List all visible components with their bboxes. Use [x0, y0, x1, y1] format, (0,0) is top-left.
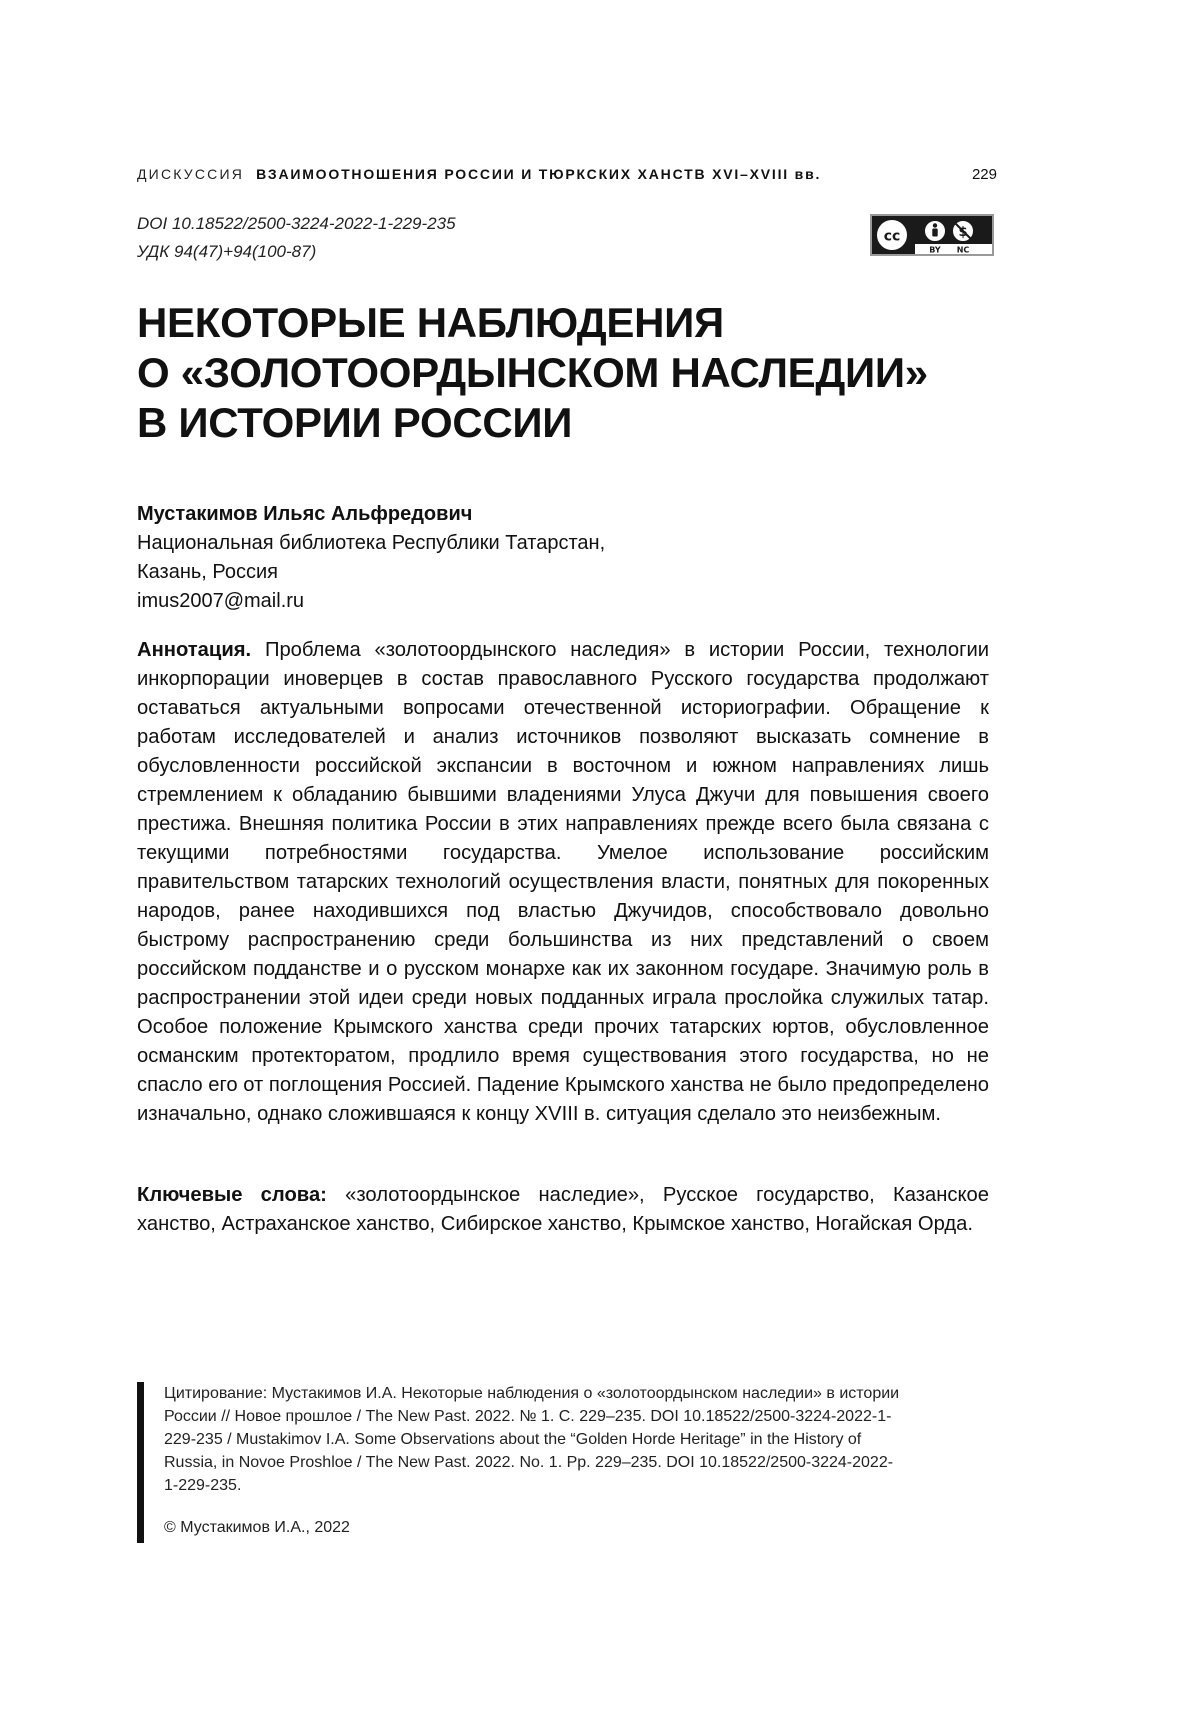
abstract-label: Аннотация.: [137, 639, 251, 661]
copyright: © Мустакимов И.А., 2022: [164, 1516, 904, 1543]
citation-block: [137, 1382, 904, 1543]
title-line-3: В ИСТОРИИ РОССИИ: [137, 398, 928, 448]
abstract: [137, 636, 989, 1129]
abstract-text: Проблема «золотоордынского наследия» в истории России, технологии инкорпорации иноверцев в состав православного Русского государства продолжа­ют оставаться актуальными вопросами отечественной историографии. Обращение к работам исследователей и анализ источников позволяют высказать сомнение в обусловленности российской экспансии в восточном и южном направлениях лишь стремлением к обладанию бывшими владениями Улуса Джучи для повышения сво­его престижа. Внешняя политика России в этих направлениях прежде всего была связана с текущими потребностями государства. Умелое использование россий­ским правительством татарских технологий осуществления власти, понятных для покоренных народов, ранее находившихся под властью Джучидов, способствовало довольно быстрому распространению среди большинства из них представлений о своем российском подданстве и о русском монархе как их законном государе. Зна­чимую роль в распространении этой идеи среди новых подданных играла прослой­ка служилых татар. Особое положение Крымского ханства среди прочих татарских юртов, обусловленное османским протекторатом, продлило время существования этого государства, но не спасло его от поглощения Россией. Падение Крымского ханства не было предопределено изначально, однако сложившаяся к концу XVIII в. ситуация сделало это неизбежным.: [137, 639, 989, 1125]
author-affiliation: Национальная библиотека Республики Татарстан,: [137, 529, 605, 558]
keywords-text: «золотоордынское наследие», Русское государство, Казанское ханство, Астраханское ханство, Сибирское ханство, Крымское ханство, Ногайская Орда.: [137, 1184, 989, 1235]
by-label: BY: [929, 245, 941, 254]
section-rubric: ДИСКУССИЯ: [137, 166, 244, 182]
title-line-2: О «ЗОЛОТООРДЫНСКОМ НАСЛЕДИИ»: [137, 348, 928, 398]
doi: DOI 10.18522/2500-3224-2022-1-229-235: [137, 210, 456, 238]
article-title: [137, 298, 928, 448]
author-block: [137, 500, 605, 616]
cc-by-nc-license-badge: [870, 214, 994, 256]
author-name: Мустакимов Ильяс Альфредович: [137, 500, 605, 529]
article-meta: [137, 210, 456, 266]
running-header: [137, 166, 997, 186]
cc-glyph: cc: [884, 229, 901, 245]
keywords-label: Ключевые слова:: [137, 1184, 327, 1206]
svg-text:$: $: [958, 225, 967, 240]
page-number: 229: [972, 166, 997, 183]
author-email: imus2007@mail.ru: [137, 587, 605, 616]
citation-text: Цитирование: Мустакимов И.А. Некоторые наблюдения о «золотоордынском наследии» в истории России // Новое прошлое / The New Past. 2022. № 1. С. 229–235. DOI 10.18522/2500-3224-2022-1-229-235 / Mustakimov I.A. Some Observations about the “Golden Horde Heritage” in the History of Russia, in Novoe Proshloe / The New Past. 2022. No. 1. Pp. 229–235. DOI 10.18522/2500-3224-2022-1-229-235.: [164, 1382, 904, 1497]
keywords: [137, 1181, 989, 1239]
author-location: Казань, Россия: [137, 558, 605, 587]
cc-license-icon: [872, 216, 992, 254]
title-line-1: НЕКОТОРЫЕ НАБЛЮДЕНИЯ: [137, 298, 928, 348]
section-title: ВЗАИМООТНОШЕНИЯ РОССИИ И ТЮРКСКИХ ХАНСТВ XVI–XVIII вв.: [256, 166, 821, 182]
nc-label: NC: [957, 245, 970, 254]
udk: УДК 94(47)+94(100-87): [137, 238, 456, 266]
